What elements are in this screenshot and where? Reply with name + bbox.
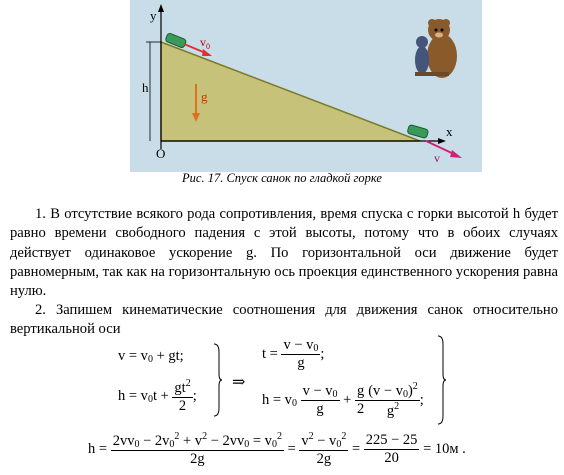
height-label: h bbox=[142, 80, 149, 95]
figure-caption: Рис. 17. Спуск санок по гладкой горке bbox=[182, 171, 382, 185]
paragraph-1: 1. В отсутствие всякого рода сопротивления, время спуска с горки высотой h будет равно времени свободного падения с этой высоты, потому что в обоих случаях действует одинаковое ускорение g. По горизонтальной оси движение будет равномерным, так как на горизонтальную ось проекция единственного ускорения равна нулю. bbox=[10, 206, 558, 300]
y-axis-label: y bbox=[150, 8, 157, 23]
v0-label: $v_0$ bbox=[200, 35, 210, 51]
equation-height: $h = v_0t$ + $\frac{gt^2}{2}$ ; bbox=[118, 378, 197, 414]
x-axis-label: x bbox=[446, 124, 453, 139]
equation-velocity: $v = v_0$ + gt; bbox=[118, 348, 184, 365]
final-equation: h = $\frac{2vv_0 - 2v_0^2 + v^2 - 2vv_0 = v_0^2}{2g}$ = $\frac{v^2 - v_0^2}{2g}$ = $\frac{225 - 25}{20}$ = 10м . bbox=[88, 431, 466, 467]
left-system-brace bbox=[212, 342, 222, 418]
paragraph-2: 2. Запишем кинематические соотношения для движения санок относительно вертикальной оси bbox=[10, 302, 558, 338]
v-label: v bbox=[434, 151, 440, 165]
g-label: g bbox=[201, 89, 208, 104]
right-system-brace bbox=[436, 334, 446, 426]
origin-label: O bbox=[156, 146, 166, 161]
equation-time: t = $\frac{v - v_0}{g}$ ; bbox=[262, 337, 325, 371]
equation-height-substituted: $h = v_0$ $\frac{v - v_0}{g}$ + $\frac{g}{2}$ $\frac{(v - v_0)^2}{g^2}$ ; bbox=[262, 381, 424, 419]
figure-sled-slope bbox=[130, 0, 482, 172]
implies-arrow: ⇒ bbox=[232, 374, 246, 391]
